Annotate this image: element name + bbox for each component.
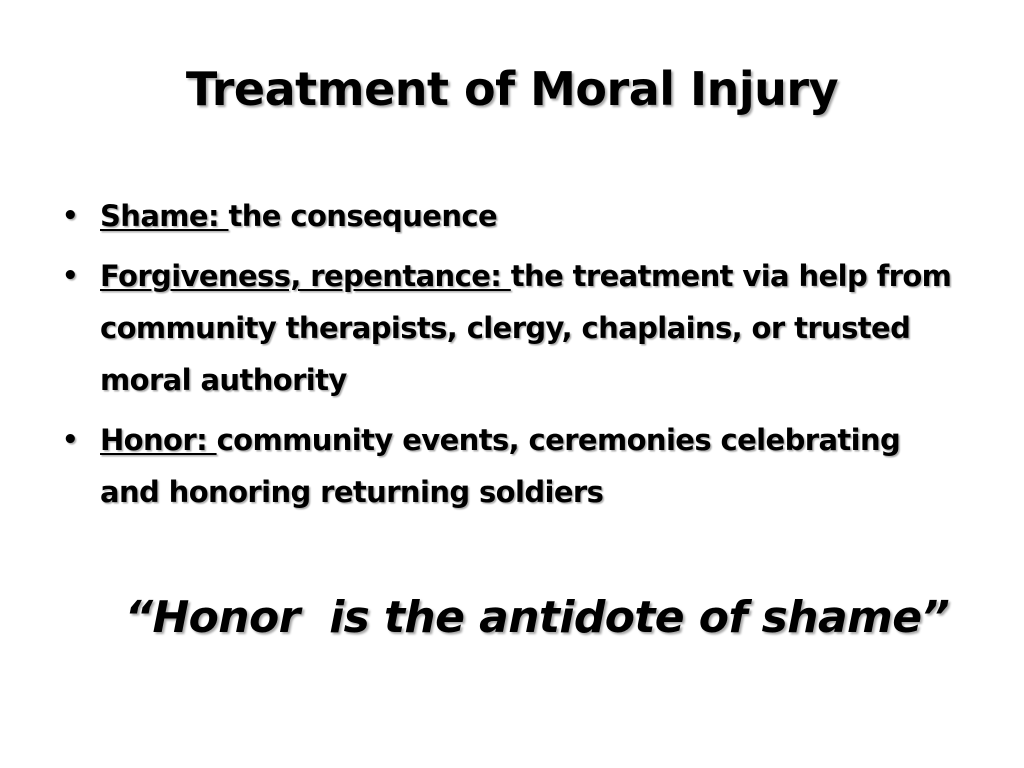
slide-title: Treatment of Moral Injury (185, 62, 839, 116)
bullet-marker: • (62, 201, 79, 231)
bullet-marker: • (62, 261, 79, 291)
bullet-text: community events, ceremonies celebrating and honoring returning soldiers (100, 423, 901, 509)
bullet-marker: • (62, 425, 79, 455)
bullet-term: Shame: (100, 199, 229, 233)
bullet-item-shame (62, 190, 962, 242)
closing-quote: “Honor is the antidote of shame” (124, 592, 950, 643)
bullet-text: the treatment via help from community therapists, clergy, chaplains, or trusted moral authority (100, 259, 952, 397)
bullet-term: Forgiveness, repentance: (100, 259, 511, 293)
bullet-item-honor (62, 414, 962, 518)
bullet-term: Honor: (100, 423, 217, 457)
bullet-text: the consequence (228, 199, 498, 233)
bullet-item-forgiveness (62, 250, 962, 406)
bullet-list (62, 190, 962, 526)
